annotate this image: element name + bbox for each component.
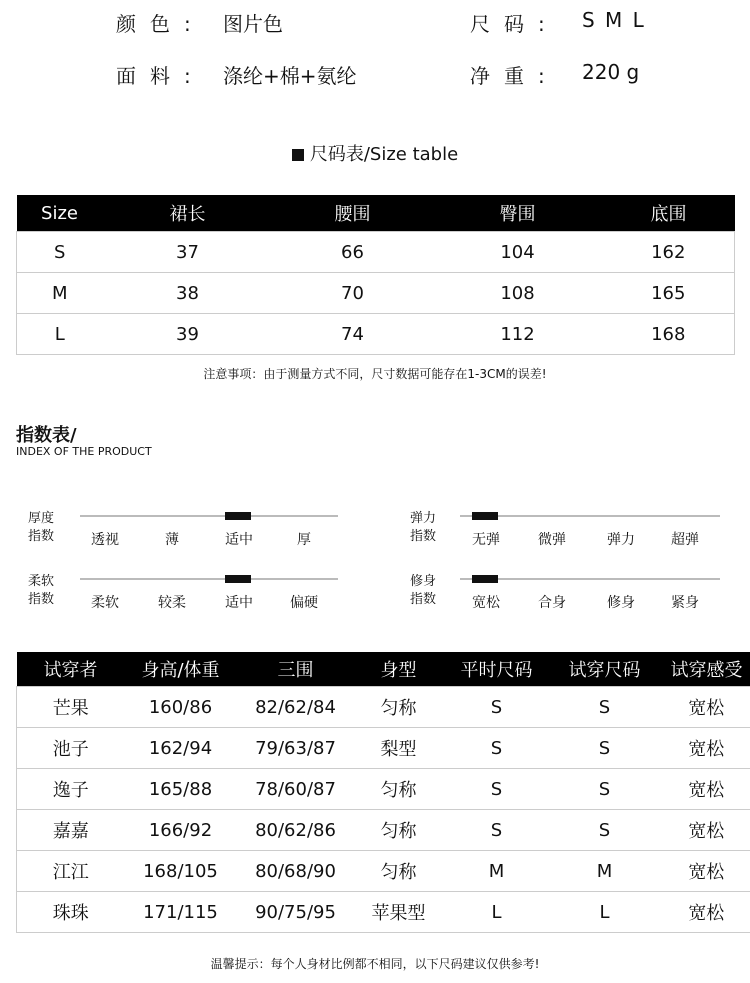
size-table	[16, 195, 735, 355]
slider-option: 无弹	[472, 532, 500, 548]
table-cell: S	[443, 810, 551, 851]
size-header-cell: 臀围	[433, 195, 603, 232]
table-cell: 宽松	[659, 892, 750, 933]
try-table-header	[17, 652, 750, 687]
table-row	[17, 769, 750, 810]
table-cell: L	[443, 892, 551, 933]
table-cell: S	[443, 769, 551, 810]
table-cell: 112	[433, 314, 603, 355]
table-cell: 37	[103, 232, 273, 273]
table-cell: 珠珠	[17, 892, 125, 933]
slider-label: 指数	[410, 529, 437, 544]
table-cell: 160/86	[125, 687, 237, 728]
slider-label: 指数	[28, 529, 55, 544]
table-cell: 108	[433, 273, 603, 314]
table-cell: S	[443, 728, 551, 769]
table-cell: 逸子	[17, 769, 125, 810]
table-cell: 66	[273, 232, 433, 273]
table-cell: 芒果	[17, 687, 125, 728]
try-header-cell: 身型	[355, 652, 443, 687]
slider-option: 较柔	[158, 595, 186, 611]
table-row	[17, 728, 750, 769]
table-row	[17, 314, 735, 355]
table-row	[17, 851, 750, 892]
slider-track	[80, 515, 338, 517]
slider-label: 厚度	[28, 511, 55, 526]
square-bullet-icon	[292, 149, 304, 161]
weight-label: 净重:	[470, 64, 559, 88]
table-cell: 79/63/87	[237, 728, 355, 769]
fit-index	[410, 573, 730, 613]
try-on-table	[16, 652, 750, 933]
table-cell: 78/60/87	[237, 769, 355, 810]
slider-knob	[472, 512, 498, 520]
thickness-index	[28, 510, 348, 550]
table-cell: 池子	[17, 728, 125, 769]
size-note: 注意事项：由于测量方式不同，尺寸数据可能存在1-3CM的误差!	[203, 367, 547, 381]
slider-option: 柔软	[91, 595, 119, 611]
table-cell: M	[551, 851, 659, 892]
try-header-cell: 三围	[237, 652, 355, 687]
size-table-header	[17, 195, 735, 232]
table-cell: 162	[603, 232, 735, 273]
size-header-cell: Size	[17, 195, 103, 232]
table-cell: 162/94	[125, 728, 237, 769]
size-header-cell: 腰围	[273, 195, 433, 232]
slider-option: 厚	[297, 532, 311, 548]
table-cell: 嘉嘉	[17, 810, 125, 851]
try-header-cell: 身高/体重	[125, 652, 237, 687]
table-cell: 宽松	[659, 728, 750, 769]
try-header-cell: 试穿者	[17, 652, 125, 687]
table-cell: 匀称	[355, 810, 443, 851]
table-cell: 166/92	[125, 810, 237, 851]
table-cell: 匀称	[355, 687, 443, 728]
index-title: 指数表/	[16, 425, 77, 446]
table-cell: 38	[103, 273, 273, 314]
table-cell: S	[551, 728, 659, 769]
table-cell: 宽松	[659, 810, 750, 851]
color-value: 图片色	[223, 12, 283, 36]
table-cell: S	[551, 810, 659, 851]
table-row	[17, 892, 750, 933]
table-cell: 宽松	[659, 687, 750, 728]
table-row	[17, 687, 750, 728]
table-cell: 80/62/86	[237, 810, 355, 851]
slider-label: 柔软	[28, 574, 55, 589]
slider-label: 指数	[410, 592, 437, 607]
slider-option: 紧身	[671, 595, 699, 611]
table-cell: 165/88	[125, 769, 237, 810]
table-cell: 宽松	[659, 769, 750, 810]
slider-track	[460, 578, 720, 580]
slider-label: 弹力	[410, 511, 437, 526]
slider-option: 适中	[225, 595, 253, 611]
table-cell: 168/105	[125, 851, 237, 892]
table-cell: 39	[103, 314, 273, 355]
slider-knob	[225, 575, 251, 583]
slider-track	[460, 515, 720, 517]
table-cell: 82/62/84	[237, 687, 355, 728]
slider-knob	[472, 575, 498, 583]
slider-knob	[225, 512, 251, 520]
table-cell: 梨型	[355, 728, 443, 769]
table-cell: 171/115	[125, 892, 237, 933]
table-row	[17, 232, 735, 273]
table-cell: 80/68/90	[237, 851, 355, 892]
slider-option: 超弹	[671, 532, 699, 548]
table-cell: 江江	[17, 851, 125, 892]
table-cell: 90/75/95	[237, 892, 355, 933]
slider-option: 薄	[165, 532, 179, 548]
try-on-note: 温馨提示：每个人身材比例都不相同，以下尺码建议仅供参考!	[210, 957, 540, 971]
try-header-cell: 试穿感受	[659, 652, 750, 687]
slider-option: 修身	[607, 595, 635, 611]
softness-index	[28, 573, 348, 613]
size-header-cell: 底围	[603, 195, 735, 232]
slider-option: 透视	[91, 532, 119, 548]
table-cell: S	[551, 769, 659, 810]
table-cell: 匀称	[355, 851, 443, 892]
elasticity-index	[410, 510, 730, 550]
fabric-label: 面料:	[116, 64, 205, 88]
table-cell: S	[551, 687, 659, 728]
size-table-title: 尺码表/Size table	[0, 140, 750, 166]
table-cell: 168	[603, 314, 735, 355]
table-cell: L	[17, 314, 103, 355]
table-cell: 苹果型	[355, 892, 443, 933]
table-cell: L	[551, 892, 659, 933]
slider-option: 宽松	[472, 595, 500, 611]
weight-value: 220 g	[582, 60, 640, 84]
table-cell: 104	[433, 232, 603, 273]
size-header-cell: 裙长	[103, 195, 273, 232]
table-cell: M	[443, 851, 551, 892]
slider-label: 修身	[410, 574, 437, 589]
table-cell: 宽松	[659, 851, 750, 892]
table-cell: 70	[273, 273, 433, 314]
try-header-cell: 平时尺码	[443, 652, 551, 687]
table-cell: 74	[273, 314, 433, 355]
size-value: S M L	[582, 8, 646, 32]
table-cell: 匀称	[355, 769, 443, 810]
slider-option: 微弹	[538, 532, 566, 548]
table-row	[17, 810, 750, 851]
color-label: 颜色:	[116, 12, 205, 36]
slider-option: 适中	[225, 532, 253, 548]
slider-option: 偏硬	[290, 595, 318, 611]
table-cell: M	[17, 273, 103, 314]
slider-option: 合身	[538, 595, 566, 611]
try-header-cell: 试穿尺码	[551, 652, 659, 687]
slider-label: 指数	[28, 592, 55, 607]
size-label: 尺码:	[470, 12, 559, 36]
table-row	[17, 273, 735, 314]
table-cell: 165	[603, 273, 735, 314]
table-cell: S	[17, 232, 103, 273]
index-subtitle: INDEX OF THE PRODUCT	[16, 445, 152, 458]
slider-option: 弹力	[607, 532, 635, 548]
fabric-value: 涤纶+棉+氨纶	[223, 64, 357, 88]
slider-track	[80, 578, 338, 580]
table-cell: S	[443, 687, 551, 728]
